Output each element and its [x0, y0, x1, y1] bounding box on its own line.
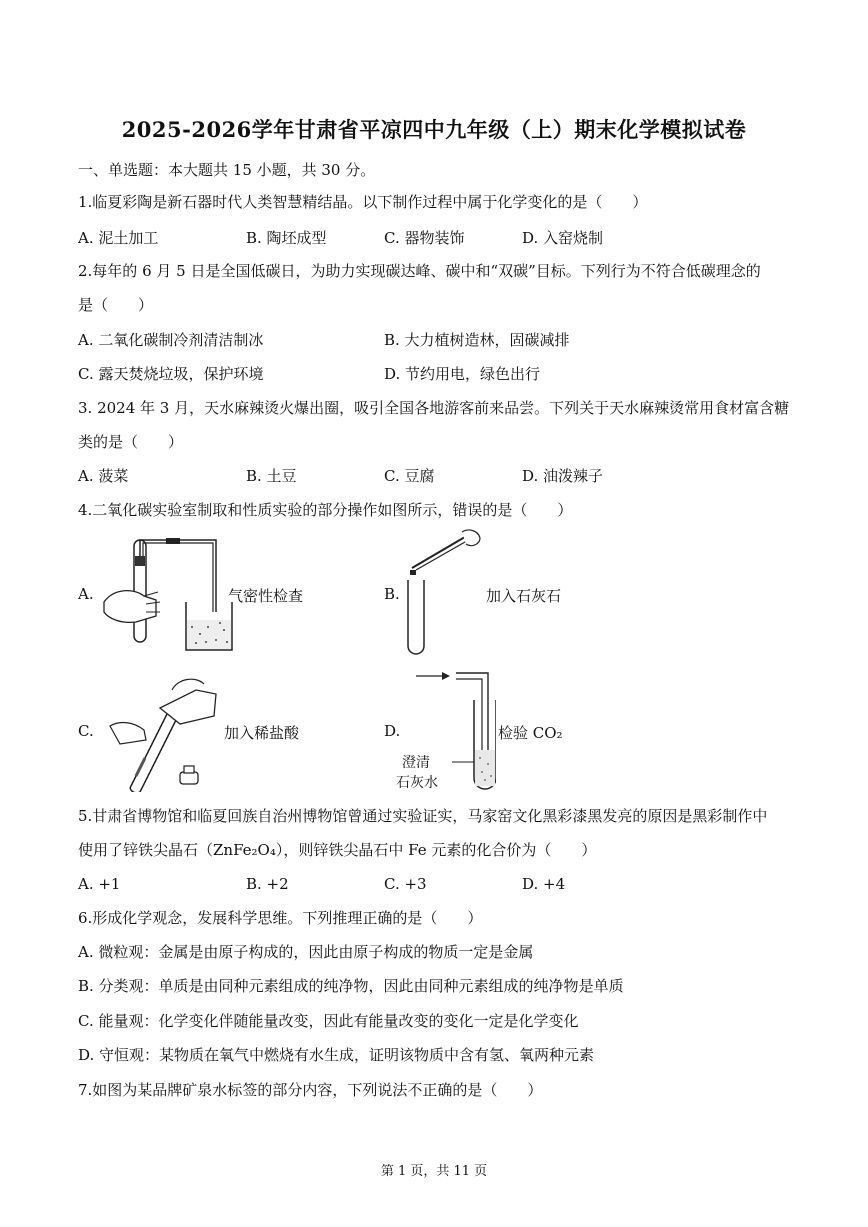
page-footer: 第 1 页，共 11 页 [380, 1164, 488, 1179]
q2-stem-line1: 2.每年的 6 月 5 日是全国低碳日，为助力实现碳达峰、碳中和“双碳”目标。下列行为不符合低碳理念的 [78, 262, 761, 280]
q4-stem: 4.二氧化碳实验室制取和性质实验的部分操作如图所示，错误的是（ ） [78, 501, 573, 519]
q6-option-c: C. 能量观：化学变化伴随能量改变，因此有能量改变的变化一定是化学变化 [78, 1012, 579, 1030]
q5-option-d: D. +4 [522, 875, 566, 893]
q6-stem: 6.形成化学观念，发展科学思维。下列推理正确的是（ ） [78, 909, 483, 927]
q2-option-a: A. 二氧化碳制冷剂清洁制冰 [78, 331, 264, 349]
q1-option-a: A. 泥土加工 [78, 229, 159, 247]
q2-option-b: B. 大力植树造林，固碳减排 [384, 331, 570, 349]
q5-option-b: B. +2 [246, 875, 289, 893]
q1-stem: 1.临夏彩陶是新石器时代人类智慧精结晶。以下制作过程中属于化学变化的是（ ） [78, 193, 648, 211]
q2-option-d: D. 节约用电，绿色出行 [384, 365, 541, 383]
airtightness-check-figure [96, 532, 236, 652]
section-heading: 一、单选题：本大题共 15 小题，共 30 分。 [78, 161, 376, 179]
q4-fig-a-label: 气密性检查 [228, 587, 304, 605]
q5-stem-line2: 使用了锌铁尖晶石（ZnFe₂O₄），则锌铁尖晶石中 Fe 元素的化合价为（ ） [78, 841, 597, 859]
q4-fig-d-tag-line2: 石灰水 [396, 775, 438, 791]
q3-stem-line1: 3. 2024 年 3 月，天水麻辣烫火爆出圈，吸引全国各地游客前来品尝。下列关于天水麻辣烫常用食材富含糖 [78, 399, 790, 417]
q3-stem-line2: 类的是（ ） [78, 433, 184, 451]
q4-fig-d-tag-line1: 澄清 [402, 755, 430, 771]
q3-option-d: D. 油泼辣子 [522, 467, 604, 485]
q3-option-a: A. 菠菜 [78, 467, 129, 485]
q6-option-a: A. 微粒观：金属是由原子构成的，因此由原子构成的物质一定是金属 [78, 943, 534, 961]
q4-fig-c-letter: C. [78, 722, 94, 740]
q3-option-b: B. 土豆 [246, 467, 297, 485]
q4-fig-c-label: 加入稀盐酸 [224, 724, 300, 742]
q5-stem-line1: 5.甘肃省博物馆和临夏回族自治州博物馆曾通过实验证实，马家窑文化黑彩漆黑发亮的原因是黑彩制作中 [78, 807, 768, 825]
q4-fig-b-label: 加入石灰石 [486, 587, 562, 605]
q6-option-b: B. 分类观：单质是由同种元素组成的纯净物，因此由同种元素组成的纯净物是单质 [78, 977, 624, 995]
q1-option-b: B. 陶坯成型 [246, 229, 327, 247]
q1-option-c: C. 器物装饰 [384, 229, 465, 247]
q3-option-c: C. 豆腐 [384, 467, 435, 485]
q4-fig-a-letter: A. [78, 585, 94, 603]
q5-option-c: C. +3 [384, 875, 427, 893]
q2-option-c: C. 露天焚烧垃圾，保护环境 [78, 365, 264, 383]
q7-stem: 7.如图为某品牌矿泉水标签的部分内容，下列说法不正确的是（ ） [78, 1081, 543, 1099]
q5-option-a: A. +1 [78, 875, 121, 893]
q2-stem-line2: 是（ ） [78, 296, 154, 314]
q4-fig-b-letter: B. [384, 585, 400, 603]
q4-fig-d-letter: D. [384, 722, 401, 740]
q4-fig-d-label: 检验 CO₂ [498, 724, 563, 742]
add-limestone-figure [400, 528, 484, 656]
q6-option-d: D. 守恒观：某物质在氧气中燃烧有水生成，证明该物质中含有氢、氧两种元素 [78, 1046, 595, 1064]
page-title: 2025-2026学年甘肃省平凉四中九年级（上）期末化学模拟试卷 [121, 117, 747, 142]
q1-option-d: D. 入窑烧制 [522, 229, 604, 247]
add-dilute-hcl-figure [100, 668, 220, 792]
